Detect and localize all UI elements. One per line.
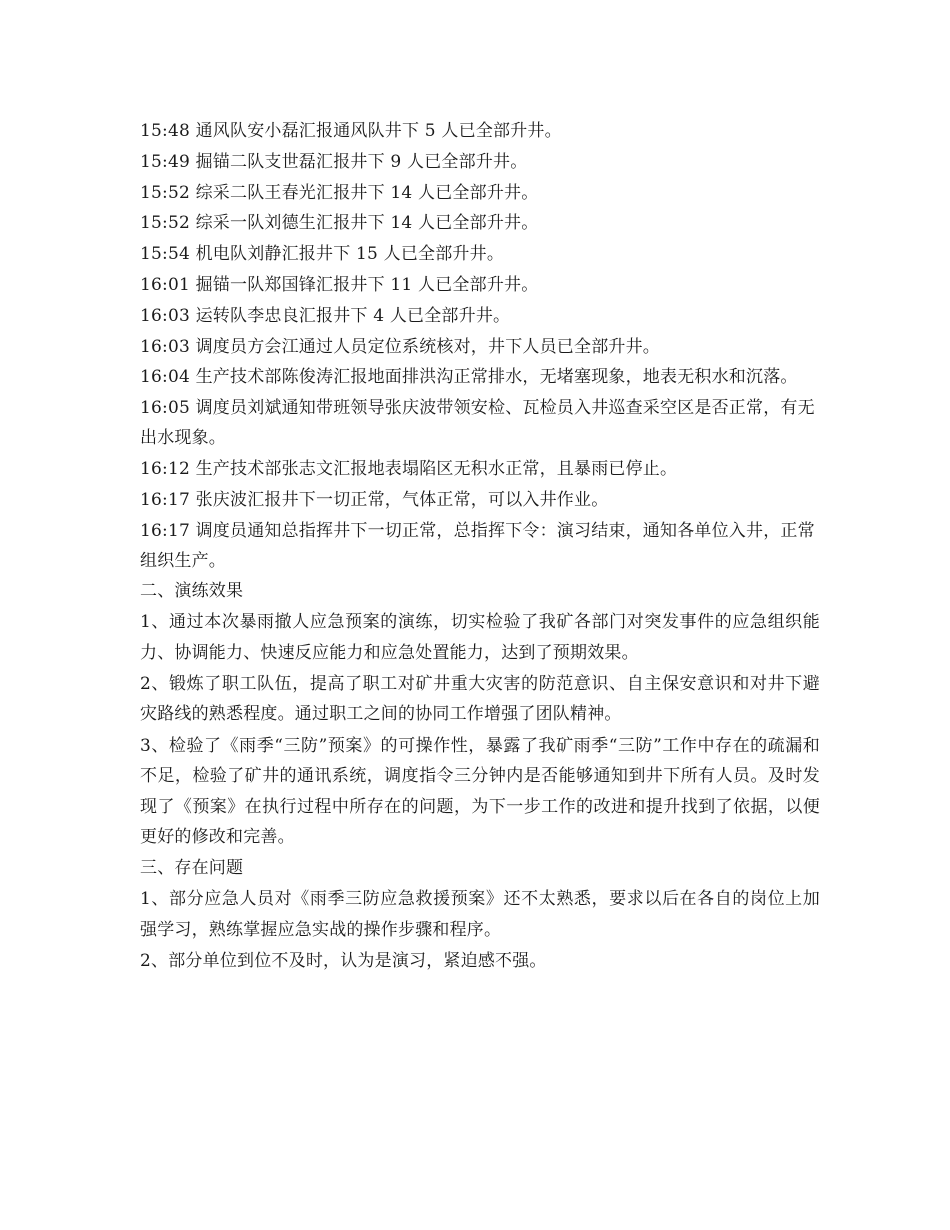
log-entry: 16:17 调度员通知总指挥井下一切正常，总指挥下令：演习结束，通知各单位入井，正常组织生产。 bbox=[140, 520, 815, 571]
issue-item: 1、部分应急人员对《雨季三防应急救援预案》还不太熟悉，要求以后在各自的岗位上加强学习，熟练掌握应急实战的操作步骤和程序。 bbox=[140, 889, 820, 940]
effect-item: 3、检验了《雨季“三防”预案》的可操作性，暴露了我矿雨季“三防”工作中存在的疏漏和不足，检验了矿井的通讯系统，调度指令三分钟内是否能够通知到井下所有人员。及时发现了《预案》在执行过程中所存在的问题，为下一步工作的改进和提升找到了依据，以便更好的修改和完善。 bbox=[140, 735, 820, 848]
log-entry: 15:48 通风队安小磊汇报通风队井下 5 人已全部升井。 bbox=[140, 121, 562, 141]
log-entry: 15:54 机电队刘静汇报井下 15 人已全部升井。 bbox=[140, 244, 505, 265]
log-entry: 15:52 综采二队王春光汇报井下 14 人已全部升井。 bbox=[140, 182, 539, 203]
log-entry: 15:52 综采一队刘德生汇报井下 14 人已全部升井。 bbox=[140, 213, 539, 234]
log-entry: 16:01 掘锚一队郑国锋汇报井下 11 人已全部升井。 bbox=[140, 274, 539, 295]
log-entry: 16:03 调度员方会江通过人员定位系统核对，井下人员已全部升井。 bbox=[140, 336, 660, 357]
issue-item: 2、部分单位到位不及时，认为是演习，紧迫感不强。 bbox=[140, 950, 547, 971]
section-heading-effects: 二、演练效果 bbox=[140, 581, 244, 602]
log-entry: 16:04 生产技术部陈俊涛汇报地面排洪沟正常排水，无堵塞现象，地表无积水和沉落。 bbox=[140, 367, 798, 388]
log-entry: 16:12 生产技术部张志文汇报地表塌陷区无积水正常，且暴雨已停止。 bbox=[140, 458, 678, 479]
section-heading-issues: 三、存在问题 bbox=[140, 858, 244, 879]
log-entry: 16:03 运转队李忠良汇报井下 4 人已全部升井。 bbox=[140, 305, 511, 326]
effect-item: 2、锻炼了职工队伍，提高了职工对矿井重大灾害的防范意识、自主保安意识和对井下避灾路线的熟悉程度。通过职工之间的协同工作增强了团队精神。 bbox=[140, 673, 820, 725]
log-entry: 15:49 掘锚二队支世磊汇报井下 9 人已全部升井。 bbox=[140, 151, 528, 172]
log-entry: 16:05 调度员刘斌通知带班领导张庆波带领安检、瓦检员入井巡查采空区是否正常，有无出水现象。 bbox=[140, 398, 815, 449]
document-body bbox=[140, 116, 820, 976]
effect-item: 1、通过本次暴雨撤人应急预案的演练，切实检验了我矿各部门对突发事件的应急组织能力、协调能力、快速反应能力和应急处置能力，达到了预期效果。 bbox=[140, 611, 820, 663]
log-entry: 16:17 张庆波汇报井下一切正常，气体正常，可以入井作业。 bbox=[140, 489, 609, 510]
